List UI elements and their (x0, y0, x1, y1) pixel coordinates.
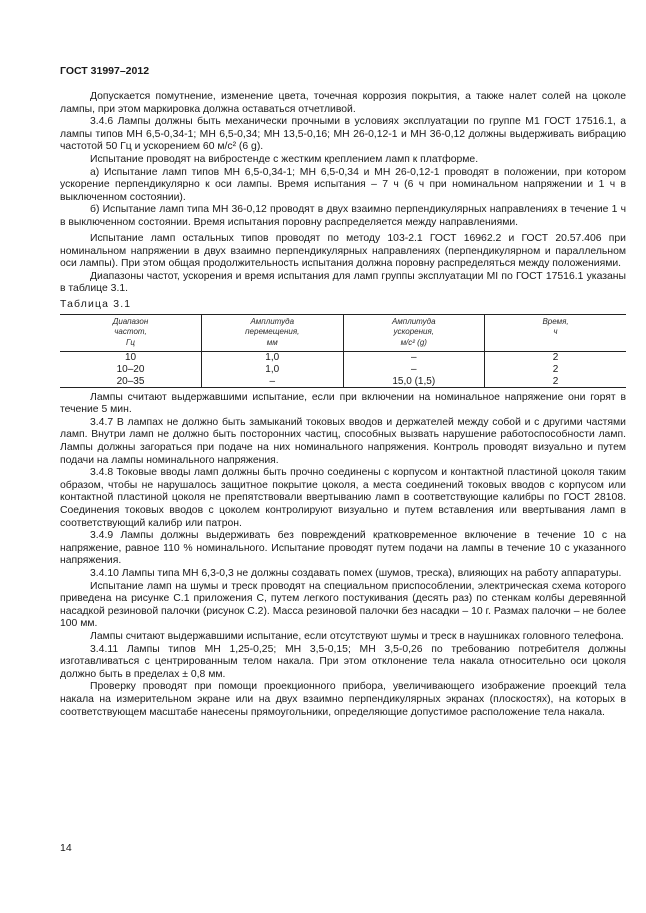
paragraph: Испытание ламп остальных типов проводят по методу 103-2.1 ГОСТ 16962.2 и ГОСТ 20.57.406 при номинальном напряжении в двух взаимно перпендикулярных направлениях (перпендикулярном и параллельном оси лампы). При этом общая продолжительность испытания должна поровну распределяться между положениями. (60, 233, 626, 270)
paragraph: 3.4.11 Лампы типов МН 1,25-0,25; МН 3,5-0,15; МН 3,5-0,26 по требованию потребителя должны изготавливаться с центрированным телом накала. При этом отклонение тела накала относительно оси цоколя должно быть в пределах ± 0,8 мм. (60, 643, 626, 680)
paragraph: 3.4.6 Лампы должны быть механически прочными в условиях эксплуатации по группе М1 ГОСТ 17516.1, а лампы типов МН 6,5-0,34-1; МН 6,5-0,34; МН 13,5-0,16; МН 26-0,12-1 и МН 36-0,12 должны выдерживать вибрацию частотой 50 Гц и ускорением 60 м/с² (6 g). (60, 116, 626, 153)
table-caption: Таблица 3.1 (60, 299, 132, 310)
header-line: ч (553, 327, 558, 337)
table-header-row (60, 314, 626, 352)
paragraph: Лампы считают выдержавшими испытание, если при включении на номинальное напряжение они горят в течение 5 мин. (60, 391, 626, 416)
header-line: Амплитуда (391, 316, 436, 326)
paragraph: Допускается помутнение, изменение цвета, точечная коррозия покрытия, а также налет солей на цоколе лампы, при этом маркировка должна оставаться отчетливой. (60, 91, 626, 115)
paragraph: Лампы считают выдержавшими испытание, если отсутствуют шумы и треск в наушниках головного телефона. (90, 630, 624, 642)
paragraph: 3.4.8 Токовые вводы ламп должны быть прочно соединены с корпусом и контактной пластиной цоколя таким образом, чтобы не нарушалось защитное покрытие цоколя, а места соединений токовых вводов с корпусом или контактной пластиной цоколя не препятствовали ввертыванию ламп в соответствующие калибры по ГОСТ 28108. Соединения токовых вводов с цоколем контролируют визуально и путем вставления или ввертывания ламп в соответствующий калибр или патрон. (60, 467, 626, 529)
table-cell: 2 (485, 376, 627, 388)
paragraph: б) Испытание ламп типа МН 36-0,12 проводят в двух взаимно перпендикулярных направлениях в течение 1 ч в выключенном состоянии. Время испытания поровну распределяется между направлениями. (60, 204, 626, 228)
document-body (60, 91, 626, 719)
header-line: частот, (114, 327, 147, 337)
header-line: Амплитуда (250, 316, 295, 326)
column-header-displacement (202, 314, 344, 352)
column-header-frequency (60, 314, 202, 352)
paragraph: Проверку проводят при помощи проекционного прибора, увеличивающего изображение проекций тела накала на измерительном экране или на двух взаимно перпендикулярных экранах (плоскостях), на которых в соответствующем масштабе нанесены прямоугольники, определяющие допустимое расположение тела накала. (60, 681, 626, 718)
header-line: м/с² (g) (400, 337, 427, 347)
table-row (60, 364, 626, 376)
paragraph: а) Испытание ламп типов МН 6,5-0,34-1; МН 6,5-0,34 и МН 26-0,12-1 проводят в положении, при котором ускорение перпендикулярно к оси лампы. Время испытания – 7 ч (6 ч при номинальном напряжении и 1 ч в выключенном состоянии). (60, 166, 626, 203)
header-line: перемещения, (245, 327, 300, 337)
column-header-time (485, 314, 627, 352)
table-cell: 1,0 (202, 352, 344, 364)
table-cell: 10–20 (116, 363, 145, 375)
paragraph: 3.4.7 В лампах не должно быть замыканий токовых вводов и держателей между собой и с другими частями ламп. Внутри ламп не должно быть посторонних частиц, способных вызвать нарушение работоспособности ламп. Лампы должны загораться при подаче на них номинального напряжения. Контроль проводят визуально и путем подачи на лампы номинального напряжения. (60, 416, 626, 466)
table-cell: – (202, 376, 344, 388)
header-line: ускорения, (393, 327, 434, 337)
table-row (60, 352, 626, 364)
header-line: Гц (126, 337, 135, 347)
header-line: Диапазон (112, 316, 149, 326)
table-cell: – (343, 364, 485, 376)
data-table (60, 314, 626, 389)
paragraph: Диапазоны частот, ускорения и время испытания для ламп группы эксплуатации МI по ГОСТ 17516.1 указаны в таблице 3.1. (60, 270, 626, 295)
column-header-acceleration (343, 314, 485, 352)
table-cell: – (343, 352, 485, 364)
header-line: мм (266, 337, 278, 347)
document-header: ГОСТ 31997–2012 (60, 65, 150, 77)
paragraph: 3.4.10 Лампы типа МН 6,3-0,3 не должны создавать помех (шумов, треска), влияющих на работу аппаратуры. (90, 567, 622, 579)
paragraph: 3.4.9 Лампы должны выдерживать без повреждений кратковременное включение в течение 10 с на напряжение, равное 110 % номинального. Испытание проводят путем подачи на лампы в течение 10 с указанного напряжения. (60, 530, 626, 567)
table-cell: 15,0 (1,5) (343, 376, 485, 388)
table-cell: 20–35 (60, 376, 202, 388)
paragraph: Испытание проводят на вибростенде с жестким креплением ламп к платформе. (90, 153, 479, 165)
table-cell: 2 (485, 352, 627, 364)
table-cell: 1,0 (202, 364, 344, 376)
header-line: Время, (542, 316, 569, 326)
table-row (60, 376, 626, 388)
page-number: 14 (60, 842, 72, 854)
table-cell: 10 (124, 352, 137, 364)
table-cell: 2 (485, 364, 627, 376)
paragraph: Испытание ламп на шумы и треск проводят на специальном приспособлении, электрическая схема которого приведена на рисунке С.1 приложения С, путем легкого постукивания (десять раз) по стенкам колбы деревянной насадкой резиновой палочки (рисунок С.2). Масса резиновой палочки без насадки – 10 г. Размах палочки – не более 100 мм. (60, 580, 626, 630)
